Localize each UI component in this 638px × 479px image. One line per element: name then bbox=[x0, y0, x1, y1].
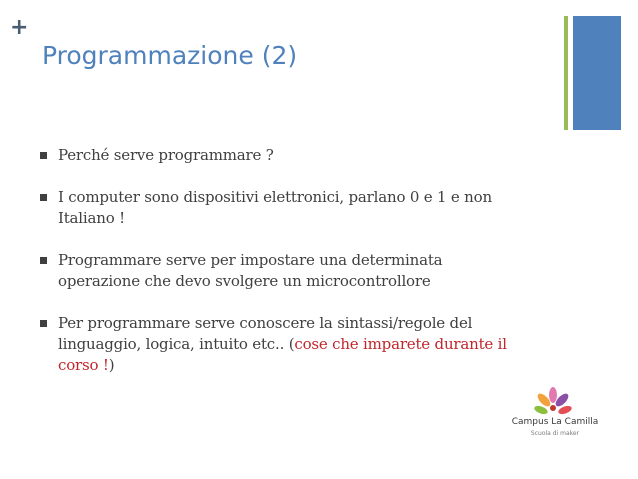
flower-logo-icon bbox=[533, 386, 573, 418]
bullet-list bbox=[40, 145, 560, 397]
bullet-text: Italiano ! bbox=[58, 209, 125, 227]
bullet-item bbox=[40, 250, 560, 292]
bullet-text-line bbox=[58, 355, 560, 376]
bullet-text: Perché serve programmare ? bbox=[58, 146, 274, 164]
bullet-square-icon bbox=[40, 320, 47, 327]
bullet-item bbox=[40, 187, 560, 229]
bullet-text: ) bbox=[108, 356, 115, 374]
bullet-text: operazione che devo svolgere un microcontrollore bbox=[58, 272, 431, 290]
bullet-text: Programmare serve per impostare una determinata bbox=[58, 251, 443, 269]
accent-bar-green bbox=[564, 16, 568, 130]
logo-name: Campus La Camilla bbox=[511, 417, 599, 427]
slide-title: Programmazione (2) bbox=[42, 41, 298, 70]
bullet-text: I computer sono dispositivi elettronici, parlano 0 e 1 e non bbox=[58, 188, 492, 206]
bullet-square-icon bbox=[40, 152, 47, 159]
bullet-text: linguaggio, logica, intuito etc.. ( bbox=[58, 335, 295, 353]
logo-subtitle: Scuola di maker bbox=[530, 430, 580, 437]
bullet-square-icon bbox=[40, 194, 47, 201]
bullet-item bbox=[40, 145, 560, 166]
highlight-text: cose che imparete durante il bbox=[294, 335, 507, 353]
bullet-text-line bbox=[58, 334, 560, 355]
highlight-text: corso ! bbox=[58, 356, 109, 374]
bullet-square-icon bbox=[40, 257, 47, 264]
accent-bar-blue bbox=[573, 16, 621, 130]
bullet-item bbox=[40, 313, 560, 376]
plus-icon: + bbox=[10, 15, 29, 40]
campus-logo bbox=[500, 386, 610, 442]
bullet-text: Per programmare serve conoscere la sintassi/regole del bbox=[58, 314, 473, 332]
